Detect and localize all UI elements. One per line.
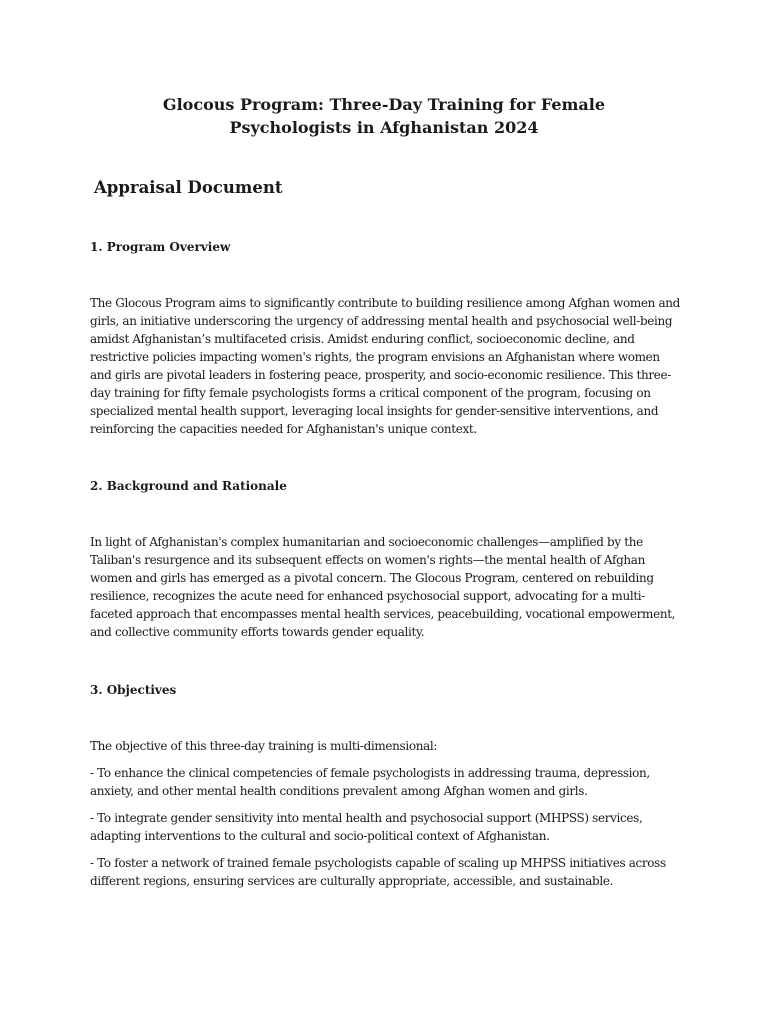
section-program-overview [90,238,680,438]
objective-item: - To foster a network of trained female psychologists capable of scaling up MHPSS initiatives across different regions, ensuring services are culturally appropriate, accessible, and sustainable. [90,856,666,888]
section-heading: 3. Objectives [90,683,177,697]
document-subtitle: Appraisal Document [94,178,283,197]
section-background-rationale [90,477,680,641]
section-objectives [90,681,680,890]
objective-item: - To enhance the clinical competencies of female psychologists in addressing trauma, depression, anxiety, and other mental health conditions prevalent among Afghan women and girls. [90,766,650,798]
objectives-intro: The objective of this three-day training is multi-dimensional: [90,739,438,753]
objective-item: - To integrate gender sensitivity into mental health and psychosocial support (MHPSS) services, adapting interventions to the cultural and socio-political context of Afghanistan. [90,811,643,843]
section-paragraph: In light of Afghanistan's complex humanitarian and socioeconomic challenges—amplified by the Taliban's resurgence and its subsequent effects on women's rights—the mental health of Afghan women and girls has emerged as a pivotal concern. The Glocous Program, centered on rebuilding resilience, recognizes the acute need for enhanced psychosocial support, advocating for a multi-faceted approach that encompasses mental health services, peacebuilding, vocational empowerment, and collective community efforts towards gender equality. [90,535,676,639]
section-heading: 1. Program Overview [90,240,231,254]
document-title: Glocous Program: Three-Day Training for Female Psychologists in Afghanistan 2024 [162,95,606,137]
section-paragraph: The Glocous Program aims to significantly contribute to building resilience among Afghan women and girls, an initiative underscoring the urgency of addressing mental health and psychosocial well-being amidst Afghanistan’s multifaceted crisis. Amidst enduring conflict, socioeconomic decline, and restrictive policies impacting women's rights, the program envisions an Afghanistan where women and girls are pivotal leaders in fostering peace, prosperity, and socio-economic resilience. This three-day training for fifty female psychologists forms a critical component of the program, focusing on specialized mental health support, leveraging local insights for gender-sensitive interventions, and reinforcing the capacities needed for Afghanistan's unique context. [90,296,680,436]
section-heading: 2. Background and Rationale [90,479,287,493]
